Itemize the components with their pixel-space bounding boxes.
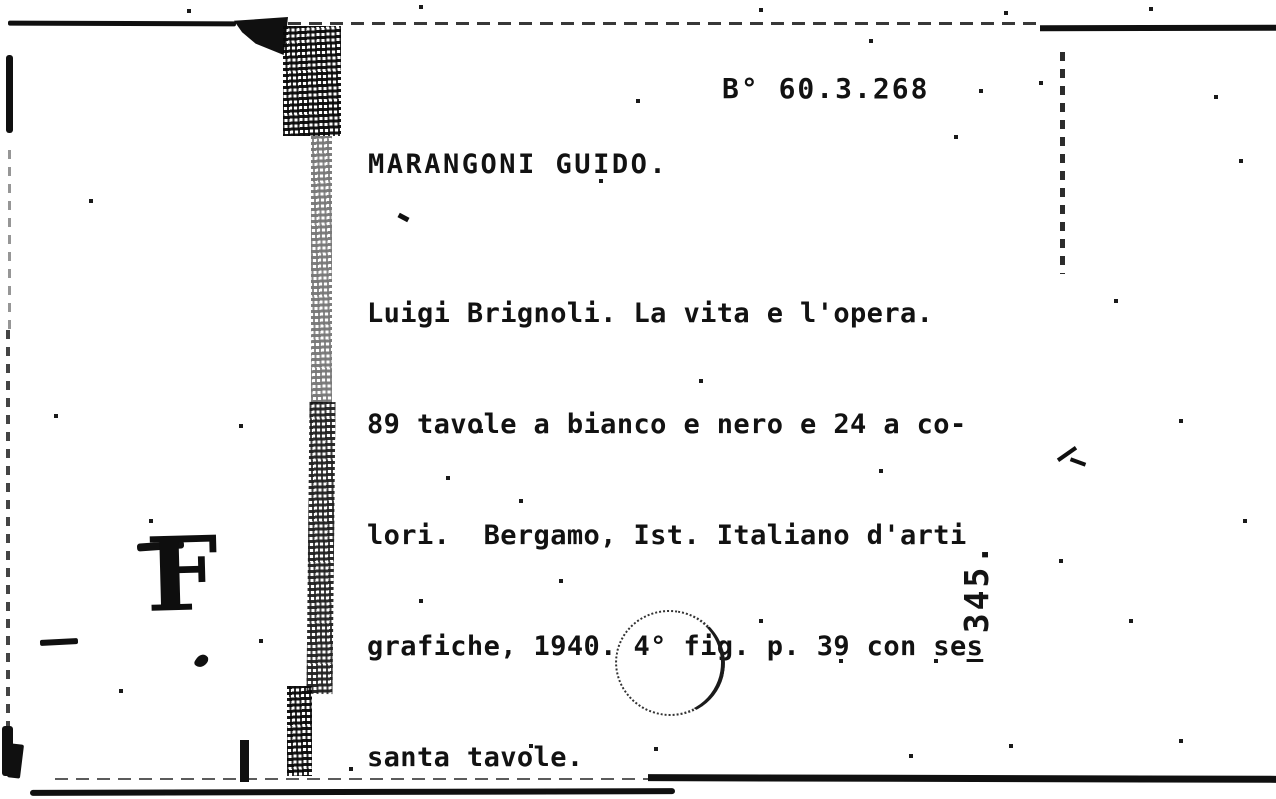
scan-noise-speckles: [0, 0, 2, 2]
top-edge-line-left: [8, 21, 236, 27]
rotated-number-stamp: [931, 541, 1023, 633]
entry-line: santa tavole.: [367, 742, 584, 773]
letter-f-stamp: F: [144, 514, 220, 636]
right-edge-line: [1060, 52, 1065, 274]
rotated-number-text: 345.: [957, 541, 997, 633]
top-edge-ink-blob: [234, 17, 288, 55]
card-binding-band-lower: [306, 402, 335, 694]
call-number: B° 60.3.268: [722, 72, 930, 105]
ink-mark-below-stamp: [193, 652, 210, 670]
entry-line-text: grafiche, 1940. 4° fig. p. 39 con se: [367, 631, 967, 662]
left-edge-line-lower: [6, 330, 10, 730]
top-edge-line-right: [1040, 25, 1276, 31]
ink-scribble-right-b: [1070, 457, 1086, 466]
top-edge-line-middle: [288, 22, 1040, 25]
card-binding-band-middle: [311, 136, 332, 404]
entry-line: Luigi Brignoli. La vita e l'opera.: [367, 298, 934, 329]
entry-line: 89 tavole a bianco e nero e 24 a co-: [367, 409, 967, 440]
ink-dash-left-margin: [40, 638, 78, 646]
card-binding-band-top: [283, 26, 341, 136]
left-edge-line-middle: [8, 150, 11, 330]
bottom-left-corner-mark: [7, 743, 24, 778]
bottom-edge-tick-mark: [240, 740, 249, 782]
entry-line: lori. Bergamo, Ist. Italiano d'arti: [367, 520, 967, 551]
entry-underlined-letter: s: [966, 631, 984, 662]
card-binding-band-bottom: [287, 686, 312, 776]
author-heading: MARANGONI GUIDO.: [368, 149, 669, 180]
left-edge-line-top: [6, 55, 13, 133]
